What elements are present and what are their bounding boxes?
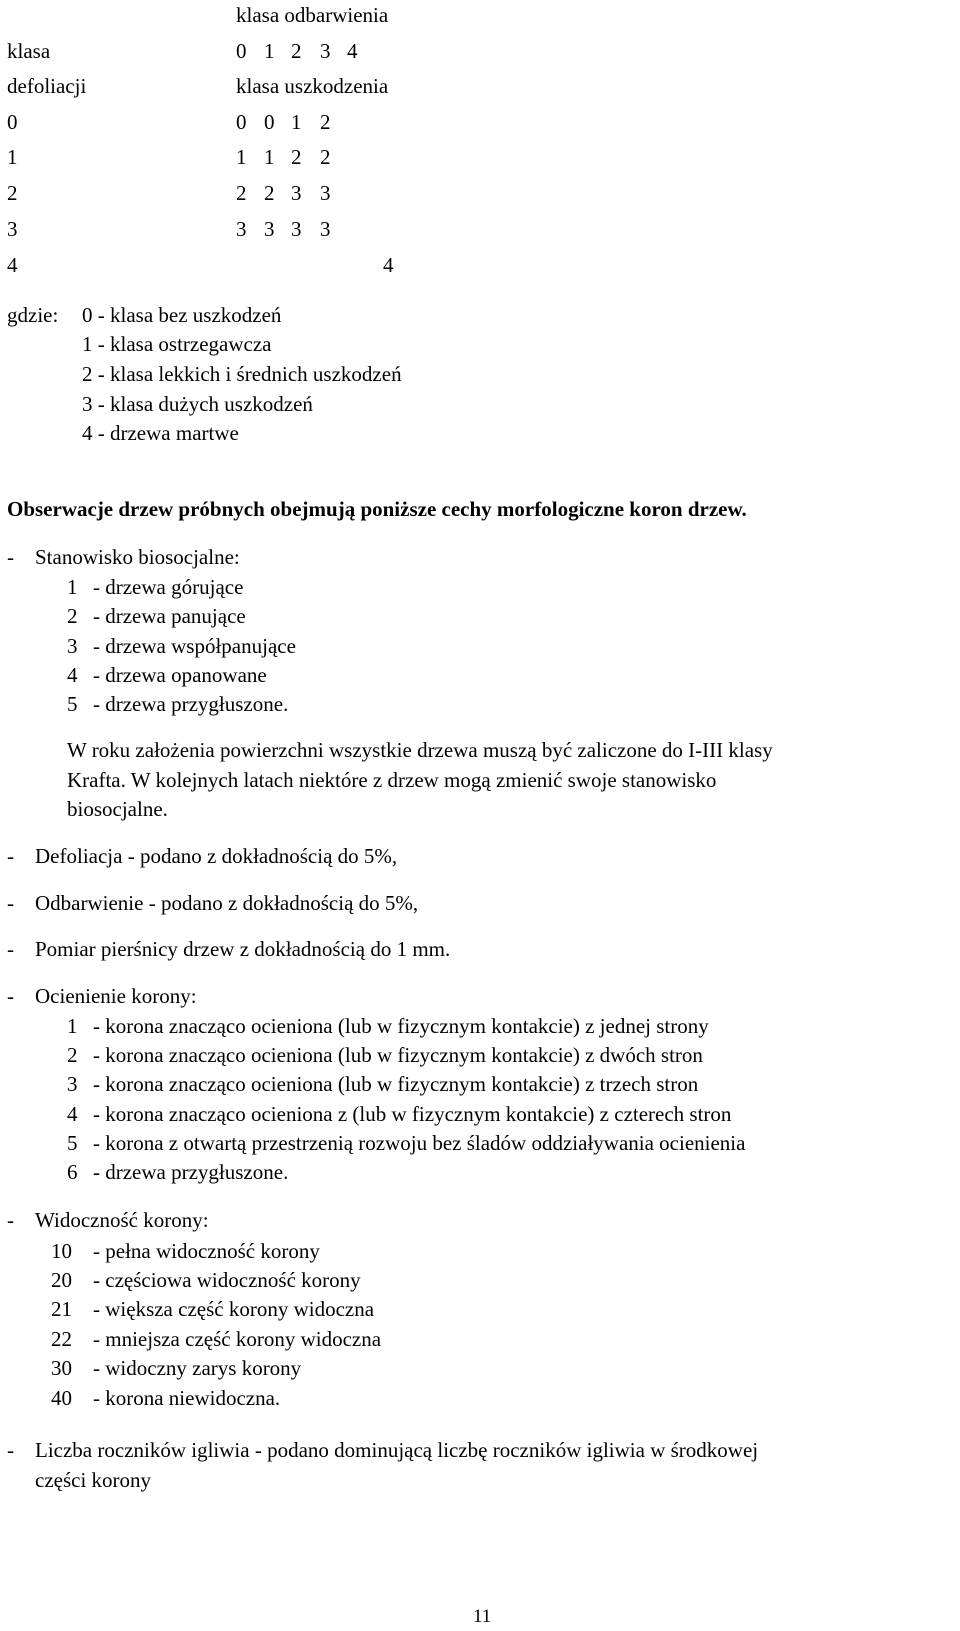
matrix-cell: 3 bbox=[264, 217, 275, 241]
stanowisko-item-text: - drzewa przygłuszone. bbox=[93, 692, 289, 716]
ocienienie-item-number: 6 bbox=[67, 1160, 78, 1184]
stanowisko-item-number: 5 bbox=[67, 692, 78, 716]
widocznosc-item-number: 21 bbox=[51, 1297, 72, 1321]
widocznosc-item-text: - widoczny zarys korony bbox=[93, 1356, 302, 1380]
section-heading: Obserwacje drzew próbnych obejmują poniższe cechy morfologiczne koron drzew. bbox=[7, 497, 747, 521]
stanowisko-title: Stanowisko biosocjalne: bbox=[35, 545, 240, 569]
stanowisko-item-text: - drzewa górujące bbox=[93, 575, 244, 599]
matrix-col-value: 4 bbox=[347, 39, 358, 63]
stanowisko-note-line: W roku założenia powierzchni wszystkie drzewa muszą być zaliczone do I-III klasy bbox=[67, 738, 773, 762]
list-dash: - bbox=[7, 844, 14, 868]
matrix-cell: 3 bbox=[291, 181, 302, 205]
matrix-cell: 2 bbox=[320, 145, 331, 169]
widocznosc-title: Widoczność korony: bbox=[35, 1208, 209, 1232]
ocienienie-item-text: - korona z otwartą przestrzenią rozwoju bez śladów oddziaływania ocienienia bbox=[93, 1131, 746, 1155]
matrix-cell: 3 bbox=[320, 181, 331, 205]
list-dash: - bbox=[7, 984, 14, 1008]
stanowisko-item-number: 1 bbox=[67, 575, 78, 599]
legend-item: 4 - drzewa martwe bbox=[82, 421, 239, 445]
matrix-cell: 1 bbox=[291, 110, 302, 134]
stanowisko-item-number: 3 bbox=[67, 634, 78, 658]
matrix-cell: 0 bbox=[236, 110, 247, 134]
odbarwienie-item: Odbarwienie - podano z dokładnością do 5%, bbox=[35, 891, 419, 915]
matrix-cell: 4 bbox=[383, 253, 394, 277]
page-number: 11 bbox=[473, 1606, 492, 1627]
piersnica-item: Pomiar pierśnicy drzew z dokładnością do 1 mm. bbox=[35, 937, 451, 961]
legend-item: 0 - klasa bez uszkodzeń bbox=[82, 303, 282, 327]
defoliacja-item: Defoliacja - podano z dokładnością do 5%, bbox=[35, 844, 398, 868]
matrix-cell: 2 bbox=[264, 181, 275, 205]
ocienienie-item-text: - korona znacząco ocieniona (lub w fizycznym kontakcie) z dwóch stron bbox=[93, 1043, 703, 1067]
matrix-cell: 3 bbox=[320, 217, 331, 241]
stanowisko-item-number: 4 bbox=[67, 663, 78, 687]
widocznosc-item-text: - częściowa widoczność korony bbox=[93, 1268, 361, 1292]
widocznosc-item-text: - pełna widoczność korony bbox=[93, 1239, 320, 1263]
ocienienie-item-number: 5 bbox=[67, 1131, 78, 1155]
widocznosc-item-text: - większa część korony widoczna bbox=[93, 1297, 375, 1321]
ocienienie-item-text: - drzewa przygłuszone. bbox=[93, 1160, 289, 1184]
matrix-cell: 2 bbox=[291, 145, 302, 169]
matrix-row-label-klasa: klasa bbox=[7, 39, 51, 63]
matrix-cell: 0 bbox=[264, 110, 275, 134]
ocienienie-title: Ocienienie korony: bbox=[35, 984, 197, 1008]
ocienienie-item-text: - korona znacząco ocieniona (lub w fizycznym kontakcie) z jednej strony bbox=[93, 1014, 709, 1038]
matrix-cell: 2 bbox=[320, 110, 331, 134]
ocienienie-item-number: 2 bbox=[67, 1043, 78, 1067]
matrix-cell: 3 bbox=[291, 217, 302, 241]
stanowisko-item-number: 2 bbox=[67, 604, 78, 628]
legend-prefix: gdzie: bbox=[7, 303, 59, 327]
matrix-row-key: 1 bbox=[7, 145, 18, 169]
matrix-sub-header: klasa uszkodzenia bbox=[236, 74, 389, 98]
matrix-cell: 1 bbox=[264, 145, 275, 169]
widocznosc-item-number: 22 bbox=[51, 1327, 72, 1351]
list-dash: - bbox=[7, 1438, 14, 1462]
widocznosc-item-number: 20 bbox=[51, 1268, 72, 1292]
stanowisko-item-text: - drzewa opanowane bbox=[93, 663, 267, 687]
list-dash: - bbox=[7, 545, 14, 569]
liczba-line: Liczba roczników igliwia - podano dominującą liczbę roczników igliwia w środkowej bbox=[35, 1438, 759, 1462]
matrix-row-key: 3 bbox=[7, 217, 18, 241]
matrix-row-key: 0 bbox=[7, 110, 18, 134]
widocznosc-item-text: - korona niewidoczna. bbox=[93, 1386, 281, 1410]
legend-item: 3 - klasa dużych uszkodzeń bbox=[82, 392, 313, 416]
ocienienie-item-text: - korona znacząco ocieniona (lub w fizycznym kontakcie) z trzech stron bbox=[93, 1072, 699, 1096]
matrix-col-value: 3 bbox=[320, 39, 331, 63]
stanowisko-item-text: - drzewa współpanujące bbox=[93, 634, 296, 658]
ocienienie-item-number: 1 bbox=[67, 1014, 78, 1038]
stanowisko-item-text: - drzewa panujące bbox=[93, 604, 246, 628]
widocznosc-item-number: 10 bbox=[51, 1239, 72, 1263]
list-dash: - bbox=[7, 1208, 14, 1232]
list-dash: - bbox=[7, 891, 14, 915]
matrix-row-key: 4 bbox=[7, 253, 18, 277]
matrix-col-value: 1 bbox=[264, 39, 275, 63]
matrix-row-key: 2 bbox=[7, 181, 18, 205]
ocienienie-item-number: 4 bbox=[67, 1102, 78, 1126]
ocienienie-item-text: - korona znacząco ocieniona z (lub w fizycznym kontakcie) z czterech stron bbox=[93, 1102, 732, 1126]
matrix-cell: 2 bbox=[236, 181, 247, 205]
widocznosc-item-number: 40 bbox=[51, 1386, 72, 1410]
stanowisko-note-line: biosocjalne. bbox=[67, 797, 168, 821]
legend-item: 2 - klasa lekkich i średnich uszkodzeń bbox=[82, 362, 402, 386]
ocienienie-item-number: 3 bbox=[67, 1072, 78, 1096]
list-dash: - bbox=[7, 937, 14, 961]
matrix-cell: 1 bbox=[236, 145, 247, 169]
matrix-cell: 3 bbox=[236, 217, 247, 241]
matrix-col-value: 2 bbox=[291, 39, 302, 63]
widocznosc-item-number: 30 bbox=[51, 1356, 72, 1380]
legend-item: 1 - klasa ostrzegawcza bbox=[82, 332, 272, 356]
matrix-row-label-defoliacji: defoliacji bbox=[7, 74, 87, 98]
matrix-header: klasa odbarwienia bbox=[236, 3, 389, 27]
matrix-col-value: 0 bbox=[236, 39, 247, 63]
stanowisko-note-line: Krafta. W kolejnych latach niektóre z drzew mogą zmienić swoje stanowisko bbox=[67, 768, 717, 792]
liczba-line: części korony bbox=[35, 1468, 152, 1492]
widocznosc-item-text: - mniejsza część korony widoczna bbox=[93, 1327, 382, 1351]
